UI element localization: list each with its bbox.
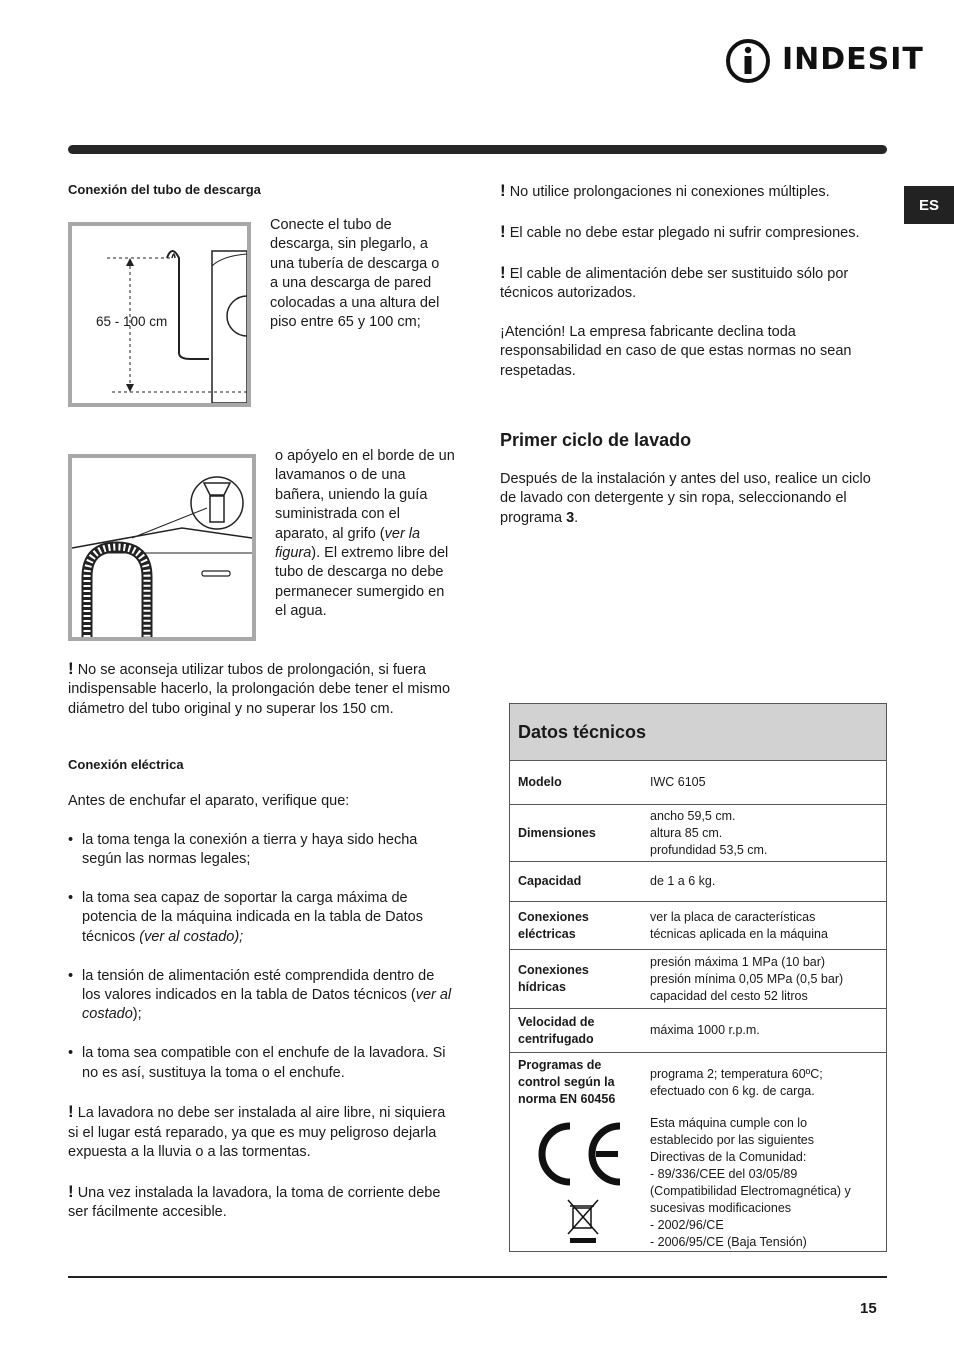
electric-heading: Conexión eléctrica bbox=[68, 757, 184, 772]
drain-height-figure bbox=[68, 222, 251, 407]
warning-cable-bent bbox=[500, 222, 885, 243]
tech-label: Programas de control según la norma EN 60456 bbox=[518, 1058, 616, 1106]
sink-hose-illustration bbox=[72, 458, 252, 637]
checklist-text: ); bbox=[132, 1006, 142, 1023]
compliance-row bbox=[510, 1112, 886, 1252]
electric-intro: Antes de enchufar el aparato, verifique que: bbox=[68, 793, 350, 809]
tech-value: ver la placa de características técnicas aplicada en la máquina bbox=[650, 909, 828, 941]
warning-icon: ! bbox=[68, 659, 74, 678]
page-number: 15 bbox=[860, 1300, 877, 1317]
first-cycle-text-b: . bbox=[574, 509, 579, 526]
warning-icon: ! bbox=[500, 262, 506, 282]
warning-cable-replace bbox=[500, 263, 885, 304]
warning-icon: ! bbox=[500, 221, 506, 241]
electric-checklist bbox=[68, 831, 456, 1083]
drain-sink-figure bbox=[68, 454, 256, 641]
compliance-text: Esta máquina cumple con lo establecido por las siguientes Directivas de la Comunidad: - 89/336/CEE del 03/05/89 (Compatibilidad Electromagnética) y sucesivas modificaciones - 2002/96/CE - 2006/95/CE (Baja Tensión) bbox=[650, 1116, 851, 1249]
checklist-text: la tensión de alimentación esté comprendida dentro de los valores indicados en la tabla de Datos técnicos ( bbox=[82, 967, 435, 1004]
warning-extension bbox=[68, 659, 456, 719]
first-cycle-heading: Primer ciclo de lavado bbox=[500, 430, 692, 450]
marks-cell bbox=[510, 1112, 650, 1252]
first-cycle-text-a: Después de la instalación y antes del uso, realice un ciclo de lavado con detergente y sin ropa, seleccionando el programa bbox=[500, 471, 871, 526]
tech-data-table bbox=[509, 703, 887, 1252]
tech-label: Conexiones eléctricas bbox=[518, 909, 589, 941]
warning-outdoor-text: La lavadora no debe ser instalada al aire libre, ni siquiera si el lugar está reparado, ya que es muy peligroso dejarla expuesta a la lluvia o a las tormentas. bbox=[68, 1105, 446, 1161]
drain-text-2 bbox=[275, 447, 457, 622]
warning-text: El cable de alimentación debe ser sustituido sólo por técnicos autorizados. bbox=[500, 265, 849, 301]
tech-row bbox=[510, 761, 886, 805]
warning-text: No utilice prolongaciones ni conexiones múltiples. bbox=[509, 184, 830, 200]
header-rule bbox=[68, 145, 887, 154]
language-tab: ES bbox=[904, 186, 954, 224]
weee-bin-icon bbox=[568, 1200, 598, 1243]
tech-row bbox=[510, 805, 886, 862]
checklist-item: • la toma sea compatible con el enchufe de la lavadora. Si no es así, sustituya la toma o el enchufe. bbox=[68, 1044, 456, 1083]
tech-value: IWC 6105 bbox=[650, 775, 706, 789]
checklist-item bbox=[68, 889, 456, 947]
brand-name: INDESIT bbox=[782, 42, 924, 77]
first-cycle-text bbox=[500, 470, 885, 528]
warning-access bbox=[68, 1182, 456, 1223]
attention-note: ¡Atención! La empresa fabricante declina toda responsabilidad en caso de que estas normas no sean respetadas. bbox=[500, 323, 852, 379]
tech-value: presión máxima 1 MPa (10 bar) presión mínima 0,05 MPa (0,5 bar) capacidad del cesto 52 litros bbox=[650, 954, 844, 1003]
tech-value: máxima 1000 r.p.m. bbox=[650, 1023, 760, 1037]
drain-text-1: Conecte el tubo de descarga, sin plegarlo, a una tubería de descarga o a una descarga de pared colocadas a una altura del piso entre 65 y 100 cm; bbox=[270, 217, 440, 331]
tech-label: Velocidad de centrifugado bbox=[518, 1014, 595, 1046]
drain-heading: Conexión del tubo de descarga bbox=[68, 182, 261, 197]
electric-section bbox=[68, 792, 456, 1242]
tech-data-title: Datos técnicos bbox=[510, 704, 886, 761]
tech-label: Modelo bbox=[518, 775, 562, 789]
tech-label: Capacidad bbox=[518, 874, 582, 888]
indesit-logo-icon bbox=[724, 38, 776, 84]
tech-rows bbox=[510, 761, 886, 1112]
checklist-text: la toma sea capaz de soportar la carga máxima de potencia de la máquina indicada en la tabla de Datos técnicos bbox=[82, 890, 423, 945]
tech-value: programa 2; temperatura 60ºC; efectuado con 6 kg. de carga. bbox=[650, 1066, 823, 1098]
ce-mark-icon bbox=[510, 1112, 650, 1252]
warning-icon: ! bbox=[68, 1102, 74, 1122]
footer-rule bbox=[68, 1276, 887, 1278]
checklist-italic: (ver al costado); bbox=[139, 928, 244, 945]
tech-row bbox=[510, 902, 886, 950]
tech-label: Dimensiones bbox=[518, 825, 596, 840]
indesit-logo bbox=[724, 38, 924, 84]
program-number: 3 bbox=[566, 509, 575, 526]
checklist-item: • la toma tenga la conexión a tierra y haya sido hecha según las normas legales; bbox=[68, 831, 456, 870]
warning-extension-text: No se aconseja utilizar tubos de prolongación, si fuera indispensable hacerlo, la prolongación debe tener el mismo diámetro del tubo original y no superar los 150 cm. bbox=[68, 662, 451, 717]
tech-row bbox=[510, 1053, 886, 1112]
warning-text: El cable no debe estar plegado ni sufrir compresiones. bbox=[509, 224, 860, 241]
tech-value: ancho 59,5 cm. altura 85 cm. profundidad 53,5 cm. bbox=[650, 808, 768, 857]
height-range-label: 65 - 100 cm bbox=[96, 314, 168, 329]
drain-text-2-part-a: o apóyelo en el borde de un lavamanos o de una bañera, uniendo la guía suministrada con el aparato, al grifo ( bbox=[275, 448, 455, 542]
warning-extensions bbox=[500, 181, 885, 202]
tech-row bbox=[510, 1009, 886, 1053]
tech-row bbox=[510, 950, 886, 1009]
warning-access-text: Una vez instalada la lavadora, la toma de corriente debe ser fácilmente accesible. bbox=[68, 1185, 441, 1221]
warning-icon: ! bbox=[68, 1182, 74, 1202]
tech-row bbox=[510, 862, 886, 902]
checklist-italic: ver al costado bbox=[82, 987, 452, 1023]
tech-label: Conexiones hídricas bbox=[518, 963, 589, 994]
tech-value: de 1 a 6 kg. bbox=[650, 874, 716, 888]
drain-text-2-part-b: ). El extremo libre del tubo de descarga no debe permanecer sumergido en el agua. bbox=[275, 545, 449, 620]
warning-icon: ! bbox=[500, 181, 506, 200]
drain-text-2-italic: ver la figura bbox=[275, 525, 421, 562]
checklist-item bbox=[68, 967, 456, 1025]
right-warnings bbox=[500, 181, 885, 400]
warning-outdoor bbox=[68, 1102, 456, 1162]
